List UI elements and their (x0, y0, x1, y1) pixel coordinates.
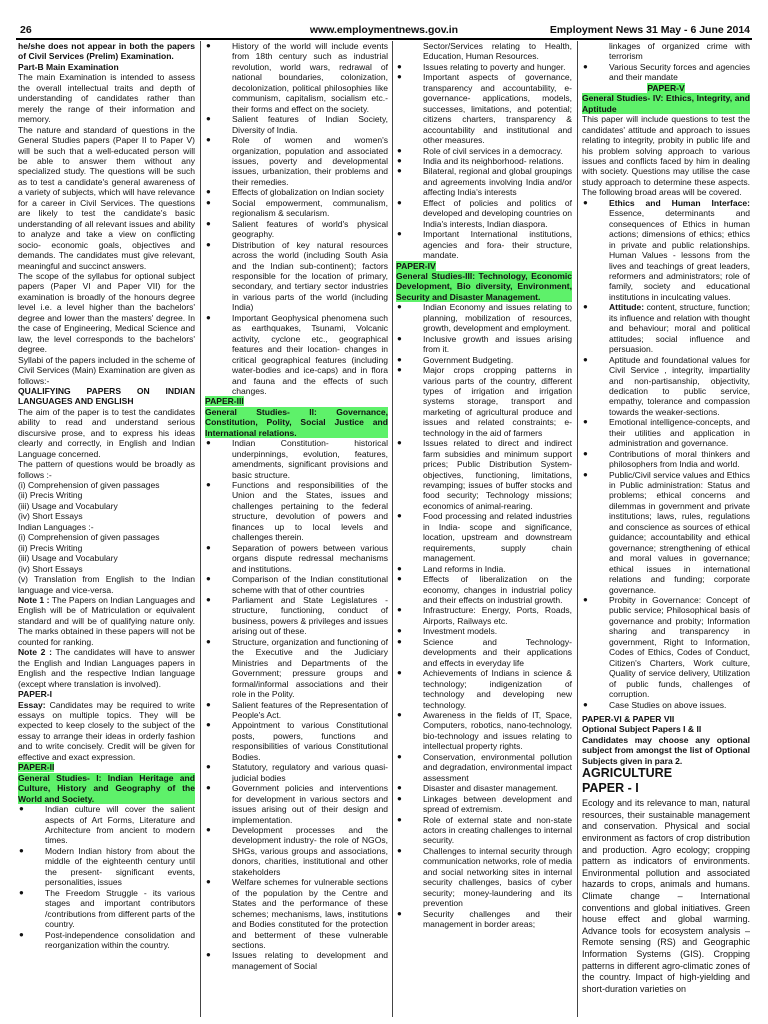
list-item: ● Modern Indian history from about the middle of the eighteenth century until the present- significant events, personalities, issues (18, 846, 195, 888)
list-item: ● Aptitude and foundational values for Civil Service , integrity, impartiality and non-partisanship, objectivity, dedication to public service, empathy, tolerance and compassion towards the weaker-sections. (582, 355, 750, 418)
list-item: ● Comparison of the Indian constitutional scheme with that of other countries (205, 574, 388, 595)
qualifying-papers-heading: QUALIFYING PAPERS ON INDIAN LANGUAGES AND ENGLISH (18, 385, 195, 407)
list-item: ● Important aspects of governance, transparency and accountability, e-governance- applications, models, successes, limitations, and potential; citizens charters, transparency & accountability and institutional and other measures. (396, 72, 572, 145)
essay-label: Essay: (18, 699, 46, 710)
paragraph: The aim of the paper is to test the candidates ability to read and understand serious discursive prose, and to express his ideas clearly and correctly, in English and Indian Language concerned. (18, 406, 195, 459)
note-label: Note 1 : (18, 595, 50, 606)
list-item: ● India and its neighborhood- relations. (396, 156, 572, 166)
header-rule (16, 38, 752, 40)
list-item: ● Functions and responsibilities of the Union and the States, issues and challenges pertaining to the federal structure, devolution of powers and finances up to local levels and challenges therein. (205, 480, 388, 543)
gs3-list (396, 302, 572, 929)
list-item: (iii) Usage and Vocabulary (18, 500, 118, 511)
gs4-list (582, 198, 750, 710)
list-item: (iv) Short Essays (18, 563, 83, 574)
list-item: ● Bilateral, regional and global groupings and agreements involving India and/or affecting India's interests (396, 166, 572, 197)
list-item: ● Salient features of world's physical geography. (205, 219, 388, 240)
paper-5-title: General Studies- IV: Ethics, Integrity, and Aptitude (582, 93, 750, 114)
list-item: ● Role of civil services in a democracy. (396, 146, 572, 156)
list-item: ● Indian Constitution- historical underpinnings, evolution, features, amendments, significant provisions and basic structure. (205, 438, 388, 480)
intro-paragraph: he/she does not appear in both the papers of Civil Services (Prelim) Examination. (18, 41, 195, 62)
list-item: ● Public/Civil service values and Ethics in Public administration: Status and problems; ethical concerns and dilemmas in government and private institutions; laws, rules, regulations and conscience as sources of ethical guidance; accountability and ethical governance; strengthening of ethical and moral values in governance; ethical issues in international relations and funding; corporate governance. (582, 470, 750, 595)
optional-subheading: Optional Subject Papers I & II (582, 724, 702, 735)
list-item: ● Challenges to internal security through communication networks, role of media and social networking sites in internal security challenges, basics of cyber security; money-laundering and its prevention (396, 846, 572, 909)
list-item: ● Indian culture will cover the salient aspects of Art Forms, Literature and Architecture from ancient to modern times. (18, 804, 195, 846)
list-item: ● Food processing and related industries in India- scope and significance, location, upstream and downstream requirements, supply chain management. (396, 511, 572, 563)
paragraph: The pattern of questions would be broadly as follows :- (18, 459, 195, 480)
gs2-list-continued (396, 62, 572, 261)
list-item: ● Appointment to various Constitutional posts, powers, functions and responsibilities of various Constitutional Bodies. (205, 720, 388, 762)
paragraph: The nature and standard of questions in the General Studies papers (Paper II to Paper V) will be such that a well-educated person will be able to answer them without any specialized study. The questions will be such as to test a candidate's general awareness of a variety of subjects, which will have relevance for a career in Civil Services. The questions are likely to test the candidate's basic understanding of all relevant issues and ability to analyze and take a view on conflicting socio- economic goals, objectives and demands. The candidates must give relevant, meaningful and succinct answers. (18, 124, 195, 271)
list-item: (iv) Short Essays (18, 511, 83, 522)
list-item: ● Government policies and interventions for development in various sectors and issues arising out of their design and implementation. (205, 783, 388, 825)
column-4 (582, 41, 750, 1017)
list-item: ● The Freedom Struggle - its various stages and important contributors /contributions from different parts of the country. (18, 888, 195, 930)
list-item: ● Security challenges and their management in border areas; (396, 909, 572, 930)
list-item: ● Probity in Governance: Concept of public service; Philosophical basis of governance and probity; Information sharing and transparency in government, Right to Information, Codes of Ethics, Codes of Conduct, Citizen's Charters, Work culture, Quality of service delivery, Utilization of public funds, challenges of corruption. (582, 595, 750, 700)
continued-text: Sector/Services relating to Health, Education, Human Resources. (423, 41, 572, 62)
gs3-list-continued (582, 62, 750, 83)
list-item: ● Issues relating to development and management of Social (205, 950, 388, 971)
list-item: ● Role of women and women's organization, population and associated issues, poverty and developmental issues, urbanization, their problems and their remedies. (205, 135, 388, 187)
list-item: ● Distribution of key natural resources across the world (including South Asia and the Indian sub-continent); factors responsible for the location of primary, secondary, and tertiary sector industries in various parts of the world (including India) (205, 240, 388, 313)
paper-3-label-wrap (205, 396, 388, 406)
note-1 (18, 595, 195, 647)
indian-languages-label: Indian Languages :- (18, 521, 94, 532)
list-item: ● Linkages between development and spread of extremism. (396, 794, 572, 815)
list-item: ● Government Budgeting. (396, 355, 572, 365)
agriculture-paper-heading: PAPER - I (582, 781, 639, 796)
list-item: (i) Comprehension of given passages (18, 480, 160, 491)
list-item: ● Contributions of moral thinkers and philosophers from India and world. (582, 449, 750, 470)
list-item (582, 302, 750, 354)
page-header (16, 23, 752, 37)
list-item: ● Science and Technology- developments and their applications and effects in everyday life (396, 637, 572, 668)
list-item: ● History of the world will include events from 18th century such as industrial revolution, world wars, redrawal of national boundaries, colonization, decolonization, political philosophies like communism, capitalism, socialism etc.- their forms and effect on the society. (205, 41, 388, 114)
essay-text: Candidates may be required to write essays on multiple topics. They will be expected to keep closely to the subject of the essay to arrange their ideas in orderly fashion and to write concisely. Credit will be given for effective and exact expression. (18, 699, 195, 762)
paper-1-label: PAPER-I (18, 689, 53, 700)
list-item: ● Issues related to direct and indirect farm subsidies and minimum support prices; Public Distribution System- objectives, functioning, limitations, revamping; issues of buffer stocks and food security; Technology missions; economics of animal-rearing. (396, 438, 572, 511)
list-item: ● Effects of globalization on Indian society (205, 187, 388, 197)
continued-text: linkages of organized crime with terrorism (609, 41, 750, 62)
paper-2-title: General Studies- I: Indian Heritage and Culture, History and Geography of the World and Society. (18, 772, 195, 804)
site-url[interactable]: www.employmentnews.gov.in (309, 24, 459, 36)
list-item: ● Structure, organization and functioning of the Executive and the Judiciary Ministries and Departments of the Government; pressure groups and formal/informal associations and their role in the Polity. (205, 637, 388, 700)
edition-date: Employment News 31 May - 6 June 2014 (549, 24, 750, 36)
list-item: ● Achievements of Indians in science & technology; indigenization of technology and developing new technology. (396, 668, 572, 710)
item-label: Ethics and Human Interface: (609, 197, 750, 208)
paper-4-label: PAPER-IV (396, 260, 436, 271)
item-text: Essence, determinants and consequences of Ethics in human actions; dimensions of ethics; ethics in private and public relationships. Human Values - lessons from the lives and teachings of great leaders, reformers and administrators; role of family, society and educational institutions in inculcating values. (609, 208, 750, 302)
list-item: ● Salient features of Indian Society, Diversity of India. (205, 114, 388, 135)
list-item: ● Issues relating to poverty and hunger. (396, 62, 572, 72)
list-item: ● Conservation, environmental pollution and degradation, environmental impact assessment (396, 752, 572, 783)
list-item: ● Major crops cropping patterns in various parts of the country, different types of irrigation and irrigation systems storage, transport and marketing of agricultural produce and issues and related constraints; e-technology in the aid of farmers (396, 365, 572, 438)
optional-heading: PAPER-VI & PAPER VII (582, 714, 675, 724)
gs2-list (205, 438, 388, 971)
list-item: ● Investment models. (396, 626, 572, 636)
paper-2-label-wrap (18, 762, 195, 772)
column-divider (392, 41, 393, 1017)
list-item: (i) Comprehension of given passages (18, 532, 160, 543)
part-b-heading: Part-B Main Examination (18, 61, 119, 72)
optional-note: Candidates may choose any optional subject from amongst the list of Optional Subjects given in para 2. (582, 734, 750, 766)
note-text: The candidates will have to answer the English and Indian Languages papers in English and the respective Indian language (except where translation is involved). (18, 647, 195, 689)
list-item: ● Social empowerment, communalism, regionalism & secularism. (205, 198, 388, 219)
column-divider (200, 41, 201, 1017)
item-label: Attitude: (609, 302, 645, 313)
list-item: ● Role of external state and non-state actors in creating challenges to internal security. (396, 815, 572, 846)
list-item: ● Emotional intelligence-concepts, and their utilities and application in administration and governance. (582, 417, 750, 448)
item-text: content, structure, function; its influence and relation with thought and behaviour; moral and political attitudes; social influence and persuasion. (609, 302, 750, 355)
list-item: ● Post-independence consolidation and reorganization within the country. (18, 930, 195, 951)
column-3 (396, 41, 572, 1017)
paper-2-label: PAPER-II (18, 762, 55, 773)
list-item (582, 198, 750, 303)
list-item: ● Parliament and State Legislatures - structure, functioning, conduct of business, powers & privileges and issues arising out of these. (205, 595, 388, 637)
list-item: (ii) Precis Writing (18, 490, 83, 501)
list-item: (ii) Precis Writing (18, 542, 83, 553)
agriculture-heading: AGRICULTURE (582, 766, 673, 781)
paper-3-label: PAPER-III (205, 396, 244, 407)
list-item: ● Development processes and the development industry- the role of NGOs, SHGs, various groups and associations, donors, charities, institutional and other stakeholders (205, 825, 388, 877)
list-item: ● Important Geophysical phenomena such as earthquakes, Tsunami, Volcanic activity, cyclone etc., geographical features and their location- changes in critical geographical features (including water-bodies and ice-caps) and in flora and fauna and the effects of such changes. (205, 313, 388, 397)
list-item: ● Effect of policies and politics of developed and developing countries on India's interests, Indian diaspora. (396, 198, 572, 229)
list-item: ● Salient features of the Representation of People's Act. (205, 700, 388, 721)
gs1-list-continued (205, 41, 388, 396)
list-item: ● Important International institutions, agencies and fora- their structure, mandate. (396, 229, 572, 260)
note-text: The Papers on Indian Languages and English will be of Matriculation or equivalent standard and will be of qualifying nature only. The marks obtained in these papers will not be counted for ranking. (18, 595, 195, 647)
page-number: 26 (20, 24, 32, 36)
list-item: ● Disaster and disaster management. (396, 783, 572, 793)
paper-3-title: General Studies- II: Governance, Constitution, Polity, Social Justice and International relations. (205, 406, 388, 438)
list-item: (iii) Usage and Vocabulary (18, 553, 118, 564)
list-item: ● Welfare schemes for vulnerable sections of the population by the Centre and States and the performance of these schemes; mechanisms, laws, institutions and Bodies constituted for the protection and betterment of these vulnerable sections. (205, 877, 388, 950)
paper-4-label-wrap (396, 261, 572, 271)
list-item: ● Indian Economy and issues relating to planning, mobilization of resources, growth, development and employment. (396, 302, 572, 333)
list-item: ● Infrastructure: Energy, Ports, Roads, Airports, Railways etc. (396, 605, 572, 626)
list-item: ● Case Studies on above issues. (582, 700, 750, 710)
paper-5-label: PAPER-V (647, 82, 685, 93)
agriculture-syllabus: Ecology and its relevance to man, natural resources, their sustainable management and conservation. Physical and social environment as factors of crop distribution and production. Agro ecology; cropping pattern as indicators of environments. Environmental pollution and associated hazards to crops, animals and humans. Climate change – International conventions and global initiatives. Green house effect and global warming. Advance tools for ecosystem analysis – Remote sensing (RS) and Geographic Information Systems (GIS). Cropping patterns in different agro-climatic zones of the country. Impact of high-yielding and short-duration varieties on (582, 798, 750, 994)
list-item: ● Inclusive growth and issues arising from it. (396, 334, 572, 355)
column-2 (205, 41, 388, 1017)
list-item: ● Awareness in the fields of IT, Space, Computers, robotics, nano-technology, bio-technology and issues relating to intellectual property rights. (396, 710, 572, 752)
essay-paragraph (18, 700, 195, 763)
list-item: ● Statutory, regulatory and various quasi-judicial bodies (205, 762, 388, 783)
paragraph: The scope of the syllabus for optional subject papers (Paper VI and Paper VII) for the examination is broadly of the honours degree level i.e. a level higher than the bachelors' degree and lower than the masters' degree. In the case of Engineering, Medical Science and law, the level corresponds to the bachelors' degree. (18, 270, 195, 355)
paragraph: Syllabi of the papers included in the scheme of Civil Services (Main) Examination are given as follows:- (18, 354, 195, 386)
column-divider (577, 41, 578, 1017)
list-item: (v) Translation from English to the Indian language and vice-versa. (18, 574, 195, 595)
paper-5-label-wrap (582, 83, 750, 93)
paragraph: This paper will include questions to test the candidates' attitude and approach to issues relating to integrity, probity in public life and his problem solving approach to various issues and conflicts faced by him in dealing with society. Questions may utilise the case study approach to determine these aspects. The following broad areas will be covered. (582, 114, 750, 198)
list-item: ● Various Security forces and agencies and their mandate (582, 62, 750, 83)
paper-4-title: General Studies-III: Technology, Economic Development, Bio diversity, Environment, Security and Disaster Management. (396, 270, 572, 302)
list-item: ● Separation of powers between various organs dispute redressal mechanisms and institutions. (205, 543, 388, 574)
list-item: ● Land reforms in India. (396, 564, 572, 574)
note-2 (18, 647, 195, 689)
list-item: ● Effects of liberalization on the economy, changes in industrial policy and their effects on industrial growth. (396, 574, 572, 605)
gs1-list (18, 804, 195, 950)
paragraph: The main Examination is intended to assess the overall intellectual traits and depth of understanding of candidates rather than merely the range of their information and memory. (18, 72, 195, 125)
note-label: Note 2 : (18, 647, 52, 658)
column-1 (18, 41, 195, 1017)
